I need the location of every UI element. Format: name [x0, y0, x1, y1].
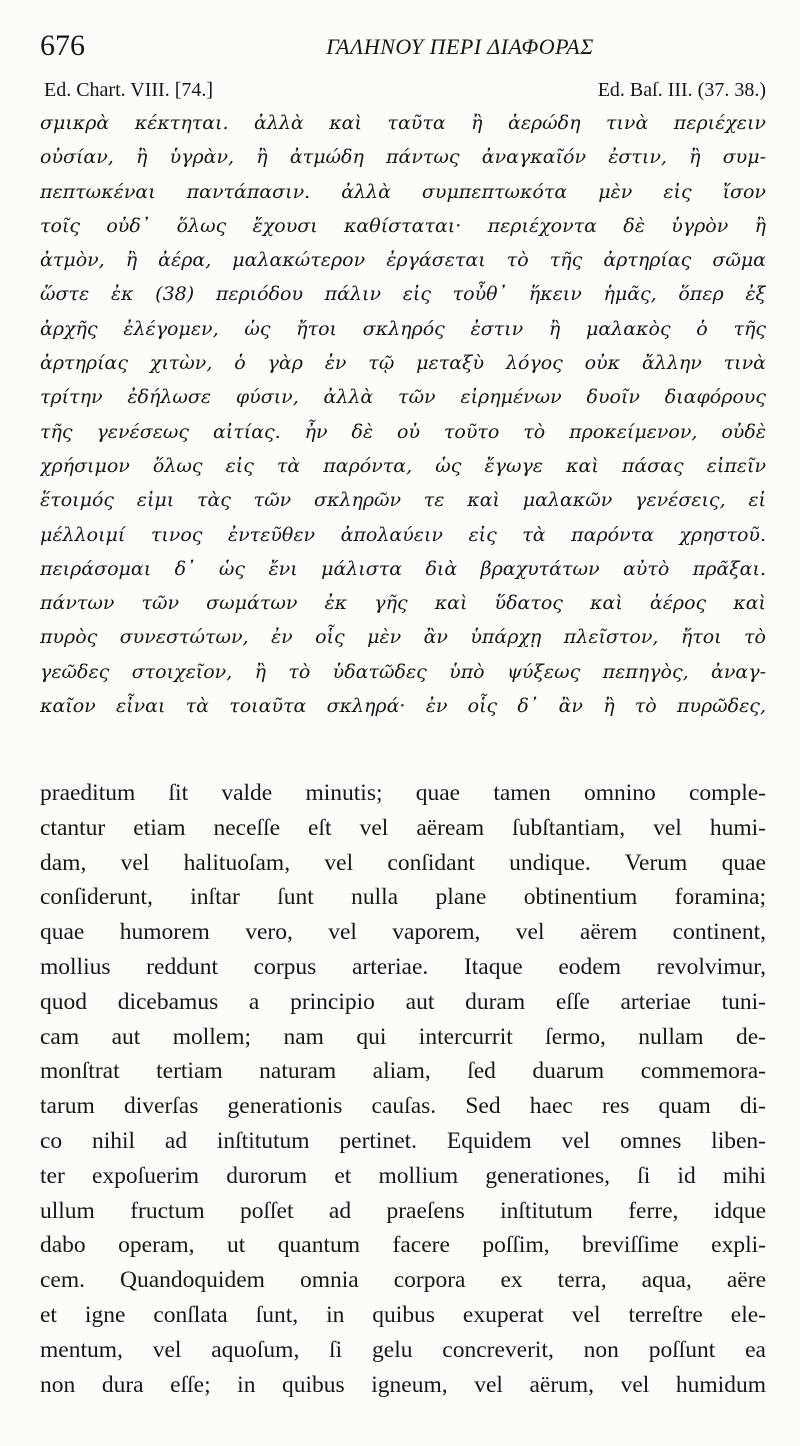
greek-line: ἀρτηρίας χιτὼν, ὁ γὰρ ἐν τῷ μεταξὺ λόγος οὐκ ἄλλην τινὰ [40, 352, 766, 375]
greek-line: τῆς γενέσεως αἰτίας. ἦν δὲ οὐ τοῦτο τὸ προκείμενον, οὐδὲ [40, 420, 766, 443]
latin-line: quae humorem vero, vel vaporem, vel aërem continent, [40, 919, 766, 946]
latin-line: tarum diverſas generationis cauſas. Sed haec res quam di- [40, 1093, 766, 1120]
greek-line: πυρὸς συνεστώτων, ἐν οἷς μὲν ἂν ὑπάρχῃ πλεῖστον, ἤτοι τὸ [40, 626, 766, 649]
latin-line: dabo operam, ut quantum facere poſſim, breviſſime expli- [40, 1232, 766, 1259]
latin-line: dam, vel halituoſam, vel conſidant undique. Verum quae [40, 849, 766, 876]
latin-line: ctantur etiam neceſſe eſt vel aëream ſubſtantiam, vel humi- [40, 814, 766, 841]
greek-line: ἀτμὸν, ἢ ἀέρα, μαλακώτερον ἐργάσεται τὸ τῆς ἀρτηρίας σῶμα [40, 249, 766, 272]
greek-line: ἀρχῆς ἐλέγομεν, ὡς ἤτοι σκληρός ἐστιν ἢ μαλακὸς ὁ τῆς [40, 317, 766, 340]
running-title: ΓΑΛΗΝΟΥ ΠΕΡΙ ΔΙΑΦΟΡΑΣ [326, 34, 594, 59]
greek-line: τρίτην ἐδήλωσε φύσιν, ἀλλὰ τῶν εἰρημένων δυοῖν διαφόρους [40, 386, 766, 409]
greek-text-block [40, 106, 766, 723]
greek-line: χρήσιμον ὅλως εἰς τὰ παρόντα, ὡς ἔγωγε καὶ πάσας εἰπεῖν [40, 454, 766, 477]
greek-line: ἕτοιμός εἰμι τὰς τῶν σκληρῶν τε καὶ μαλακῶν γενέσεις, εἰ [40, 489, 766, 512]
latin-line: ter expoſuerim durorum et mollium generationes, ſi id mihi [40, 1162, 766, 1189]
greek-line: ὥστε ἐκ (38) περιόδου πάλιν εἰς τοὖθ᾽ ἥκειν ἡμᾶς, ὅπερ ἐξ [40, 283, 766, 306]
latin-line: et igne conſlata ſunt, in quibus exuperat vel terreſtre ele- [40, 1301, 766, 1328]
greek-line: γεῶδες στοιχεῖον, ἢ τὸ ὑδατῶδες ὑπὸ ψύξεως πεπηγὸς, ἀναγ- [40, 660, 766, 683]
page-header [40, 28, 770, 68]
latin-line: ullum fructum poſſet ad praeſens inſtitutum ferre, idque [40, 1197, 766, 1224]
latin-line: non dura eſſe; in quibus igneum, vel aërum, vel humidum [40, 1371, 766, 1398]
greek-line: οὐσίαν, ἢ ὑγρὰν, ἢ ἀτμώδη πάντως ἀναγκαῖόν ἐστιν, ἢ συμ- [40, 146, 766, 169]
edition-chartier: Ed. Chart. VIII. [74.] [44, 79, 214, 101]
latin-text-block [40, 776, 766, 1402]
edition-references [44, 76, 766, 106]
edition-basel: Ed. Baſ. III. (37. 38.) [597, 79, 766, 101]
latin-line: cam aut mollem; nam qui intercurrit ſermo, nullam de- [40, 1023, 766, 1050]
greek-line: πειράσομαι δ᾽ ὡς ἔνι μάλιστα διὰ βραχυτάτων αὐτὸ πρᾶξαι. [40, 557, 766, 580]
greek-line: τοῖς οὐδ᾽ ὅλως ἔχουσι καθίσταται· περιέχοντα δὲ ὑγρὸν ἢ [40, 214, 766, 237]
greek-line: μέλλοιμί τινος ἐντεῦθεν ἀπολαύειν εἰς τὰ παρόντα χρηστοῦ. [40, 523, 766, 546]
greek-line: σμικρὰ κέκτηται. ἀλλὰ καὶ ταῦτα ἢ ἀερώδη τινὰ περιέχειν [40, 112, 766, 134]
page-number: 676 [40, 29, 85, 62]
latin-line: co nihil ad inſtitutum pertinet. Equidem vel omnes liben- [40, 1127, 766, 1154]
latin-line: monſtrat tertiam naturam aliam, ſed duarum commemora- [40, 1058, 766, 1085]
greek-line: καῖον εἶναι τὰ τοιαῦτα σκληρά· ἐν οἷς δ᾽ ἂν ἢ τὸ πυρῶδες, [40, 695, 766, 718]
greek-line: πάντων τῶν σωμάτων ἐκ γῆς καὶ ὕδατος καὶ ἀέρος καὶ [40, 592, 766, 615]
latin-line: praeditum ſit valde minutis; quae tamen omnino comple- [40, 780, 766, 806]
latin-line: cem. Quandoquidem omnia corpora ex terra, aqua, aëre [40, 1267, 766, 1294]
latin-line: conſiderunt, inſtar ſunt nulla plane obtinentium foramina; [40, 884, 766, 911]
latin-line: mentum, vel aquoſum, ſi gelu concreverit, non poſſunt ea [40, 1336, 766, 1363]
greek-line: πεπτωκέναι παντάπασιν. ἀλλὰ συμπεπτωκότα μὲν εἰς ἴσον [40, 180, 766, 203]
latin-line: quod dicebamus a principio aut duram eſſe arteriae tuni- [40, 988, 766, 1015]
latin-line: mollius reddunt corpus arteriae. Itaque eodem revolvimur, [40, 953, 766, 980]
